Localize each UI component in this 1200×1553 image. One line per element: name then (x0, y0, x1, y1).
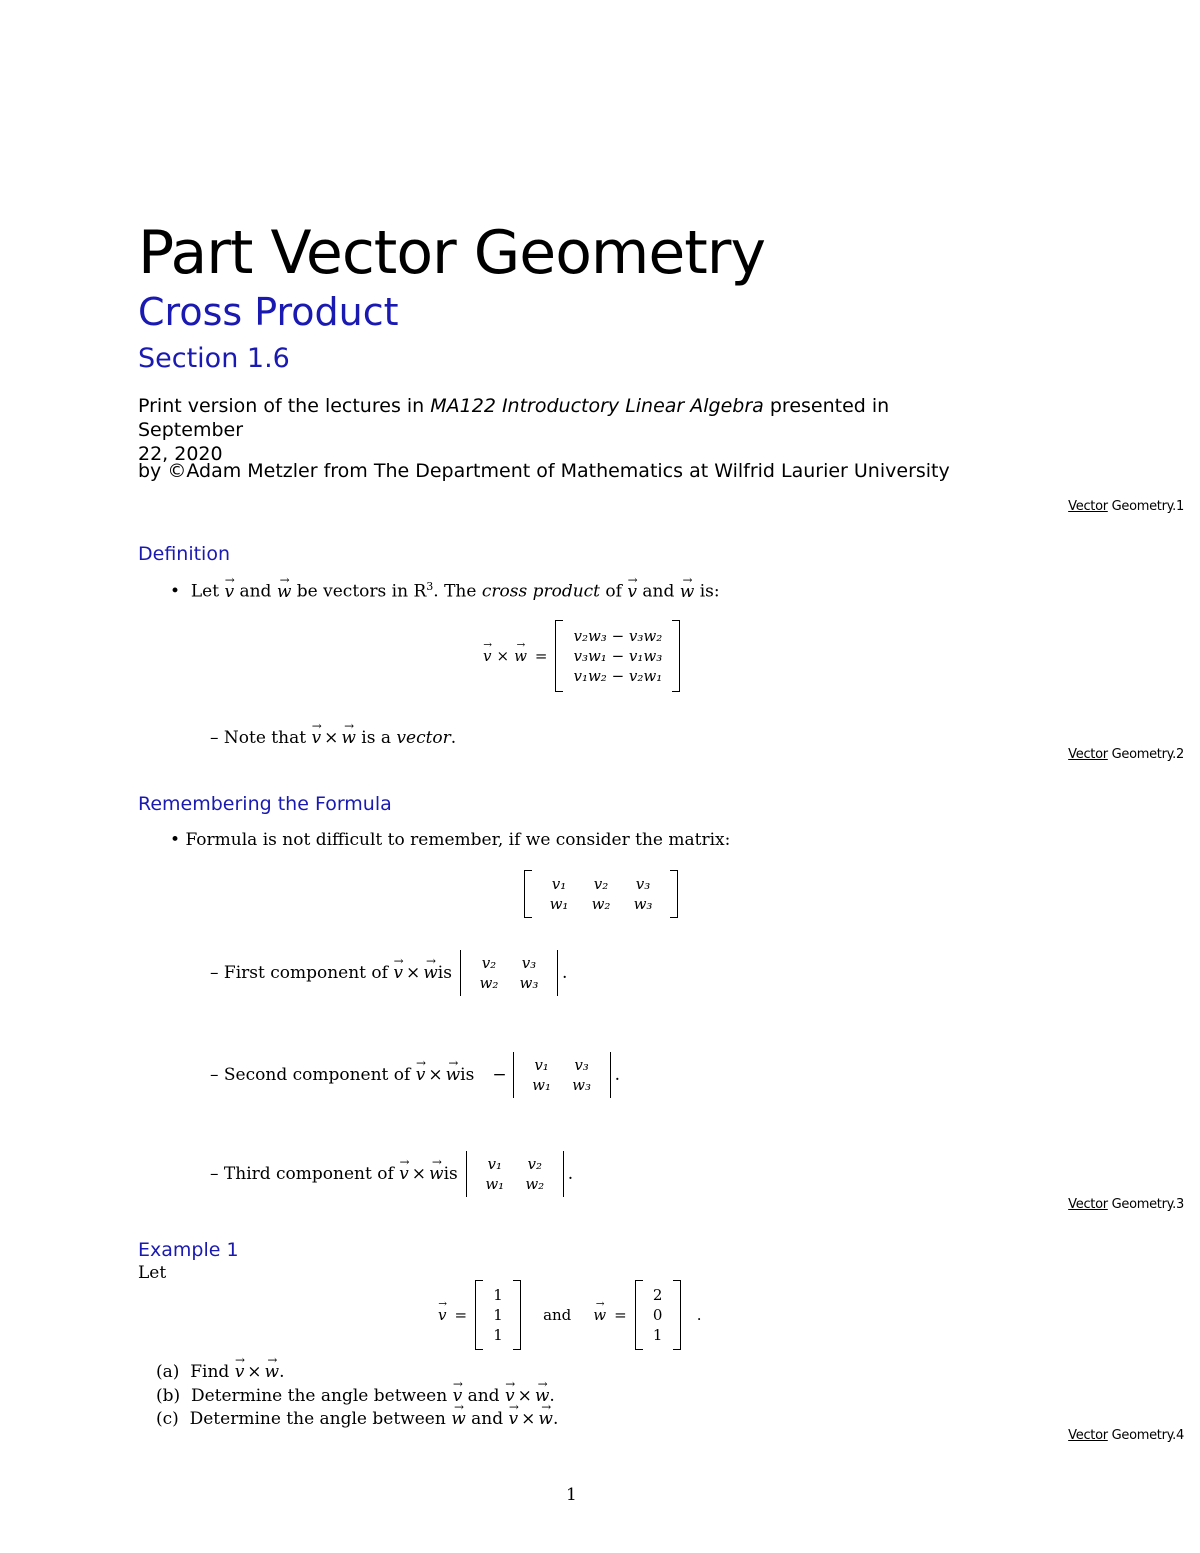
remember-bullet (170, 830, 730, 850)
text: – Note that (210, 728, 312, 748)
equals-sign: = (614, 1306, 627, 1324)
vector-v: → v (224, 582, 234, 602)
times-sign: × (521, 1409, 536, 1429)
text: – First component of (210, 963, 388, 983)
example-let: Let (138, 1263, 167, 1283)
text: . The (433, 581, 482, 602)
vector-v: → v (627, 582, 637, 602)
example-heading: Example 1 (138, 1239, 239, 1261)
term-vector: vector (396, 728, 451, 748)
third-component (210, 1151, 573, 1197)
vector-v: → v (399, 1164, 409, 1184)
part-title: Part Vector Geometry (138, 218, 765, 288)
print-version-line (138, 394, 998, 466)
det-entry: v₁ (534, 1056, 549, 1074)
det-entry: w₃ (572, 1076, 591, 1094)
entry: 1 (493, 1286, 503, 1304)
det-entry: v₂ (527, 1155, 543, 1173)
matrix-row-1: v₂w₃ − v₃w₂ (573, 627, 663, 645)
slide-label-link[interactable]: Vector (1068, 1197, 1108, 1212)
text: and (465, 1409, 509, 1429)
vector-w: → w (341, 728, 356, 748)
vector-v: → v (483, 647, 491, 665)
vector-v: → v (416, 1065, 426, 1085)
times-sign: × (428, 1065, 443, 1085)
bullet-dot: • (170, 581, 186, 602)
det-entry: w₂ (525, 1175, 545, 1193)
text: Find (190, 1362, 235, 1382)
entry: 0 (652, 1306, 663, 1324)
entry: 1 (493, 1306, 503, 1324)
matrix-entry: v₃ (635, 875, 651, 893)
slide-label-rest: Geometry.4 (1107, 1428, 1184, 1443)
period: . (614, 1065, 620, 1085)
vector-w: → w (535, 1386, 550, 1406)
text: Let (190, 581, 225, 602)
text: is (437, 963, 452, 983)
text: . (279, 1362, 285, 1382)
text: and (462, 1386, 505, 1406)
vector-w: → w (446, 1065, 461, 1085)
matrix-row-3: v₁w₂ − v₂w₁ (573, 667, 663, 685)
example-item-b (156, 1386, 555, 1406)
print-text-b: presented in September (138, 395, 890, 441)
vector-v-column (475, 1280, 521, 1350)
vector-w: → w (429, 1164, 444, 1184)
text: is (443, 1164, 458, 1184)
item-label: (b) (156, 1386, 181, 1406)
item-label: (c) (156, 1409, 179, 1429)
vector-v: → v (509, 1409, 519, 1429)
remember-heading: Remembering the Formula (138, 793, 392, 815)
coefficient-matrix (524, 870, 678, 918)
text: . (450, 728, 457, 748)
text: Formula is not difficult to remember, if we consider the matrix: (185, 830, 731, 850)
matrix-entry: w₁ (549, 895, 569, 913)
determinant (456, 950, 562, 996)
note-vector (210, 728, 456, 748)
slide-label-4[interactable] (1068, 1428, 1184, 1443)
minus-sign: − (492, 1065, 507, 1085)
det-entry: v₂ (481, 954, 497, 972)
vector-v: → v (438, 1306, 446, 1324)
term-cross-product: cross product (481, 581, 601, 602)
text: be vectors in (291, 581, 414, 602)
entry: 1 (493, 1326, 503, 1344)
matrix-entry: v₂ (593, 875, 609, 893)
example-item-c (156, 1409, 558, 1429)
det-entry: w₁ (532, 1076, 551, 1094)
real-space-symbol: R (413, 581, 427, 602)
cross-product-formula (483, 620, 680, 692)
vector-v: → v (505, 1386, 515, 1406)
exponent: 3 (426, 580, 434, 593)
times-sign: × (405, 963, 421, 983)
text: and (636, 581, 680, 602)
example-vectors (438, 1280, 701, 1350)
vector-v: → v (311, 728, 321, 748)
byline: by ©Adam Metzler from The Department of Mathematics at Wilfrid Laurier University (138, 460, 950, 482)
det-entry: w₃ (519, 974, 539, 992)
vector-w: → w (680, 582, 695, 602)
vector-v: → v (453, 1386, 463, 1406)
text: is (460, 1065, 475, 1085)
times-sign: × (411, 1164, 427, 1184)
course-name: MA122 Introductory Linear Algebra (430, 395, 764, 417)
text: – Third component of (210, 1164, 394, 1184)
text: Determine the angle between (190, 1386, 453, 1406)
equals-sign: = (454, 1306, 468, 1324)
slide-label-rest: Geometry.3 (1107, 1197, 1184, 1212)
first-component (210, 950, 567, 996)
and-word: and (543, 1306, 572, 1324)
page-number: 1 (566, 1485, 577, 1505)
entry: 1 (652, 1326, 663, 1344)
text: . (549, 1386, 555, 1406)
matrix-entry: w₂ (591, 895, 611, 913)
vector-w: → w (538, 1409, 553, 1429)
slide-label-1[interactable] (1068, 499, 1184, 514)
vector-w: → w (423, 963, 438, 983)
example-item-a (156, 1362, 285, 1382)
second-component (210, 1052, 620, 1098)
slide-label-3[interactable] (1068, 1197, 1184, 1212)
det-entry: w₂ (479, 974, 499, 992)
item-label: (a) (156, 1362, 180, 1382)
slide-label-link[interactable]: Vector (1068, 1428, 1108, 1443)
vector-w: → w (277, 582, 292, 602)
times-sign: × (517, 1386, 532, 1406)
det-entry: v₁ (487, 1155, 503, 1173)
definition-bullet (170, 580, 720, 602)
times-sign: × (247, 1362, 262, 1382)
times-sign: × (496, 647, 510, 665)
text: . (552, 1409, 559, 1429)
determinant (462, 1151, 568, 1197)
matrix-entry: w₃ (633, 895, 653, 913)
equals-sign: = (534, 647, 548, 665)
matrix-entry: v₁ (551, 875, 567, 893)
slide-label-2[interactable] (1068, 747, 1184, 762)
determinant (509, 1052, 615, 1098)
text: – Second component of (210, 1065, 411, 1085)
times-sign: × (324, 728, 339, 748)
text: Determine the angle between (189, 1409, 452, 1429)
vector-v: → v (393, 963, 403, 983)
vector-w: → w (265, 1362, 280, 1382)
text: is a (355, 728, 397, 748)
text: of (600, 581, 628, 602)
slide-label-link[interactable]: Vector (1068, 499, 1108, 514)
period: . (561, 963, 568, 983)
det-entry: v₃ (574, 1056, 589, 1074)
print-text-a: Print version of the lectures in (138, 395, 431, 417)
text: and (234, 581, 277, 602)
period: . (567, 1164, 574, 1184)
slide-label-link[interactable]: Vector (1068, 747, 1108, 762)
vector-w: → w (451, 1409, 466, 1429)
bullet-dot: • (170, 830, 186, 850)
section-number: Section 1.6 (138, 343, 290, 374)
slide-label-rest: Geometry.1 (1107, 499, 1184, 514)
cross-product-matrix (555, 620, 680, 692)
matrix-row-2: v₃w₁ − v₁w₃ (573, 647, 663, 665)
definition-heading: Definition (138, 543, 231, 565)
vector-w: → w (593, 1306, 606, 1324)
entry: 2 (652, 1286, 663, 1304)
vector-v: → v (235, 1362, 245, 1382)
slide-label-rest: Geometry.2 (1107, 747, 1184, 762)
vector-w-column (635, 1280, 681, 1350)
det-entry: v₃ (521, 954, 537, 972)
text: is: (694, 581, 720, 602)
print-date: 22, 2020 (138, 443, 223, 465)
chapter-title: Cross Product (138, 290, 399, 334)
period: . (696, 1306, 702, 1324)
det-entry: w₁ (485, 1175, 505, 1193)
vector-w: → w (514, 647, 527, 665)
